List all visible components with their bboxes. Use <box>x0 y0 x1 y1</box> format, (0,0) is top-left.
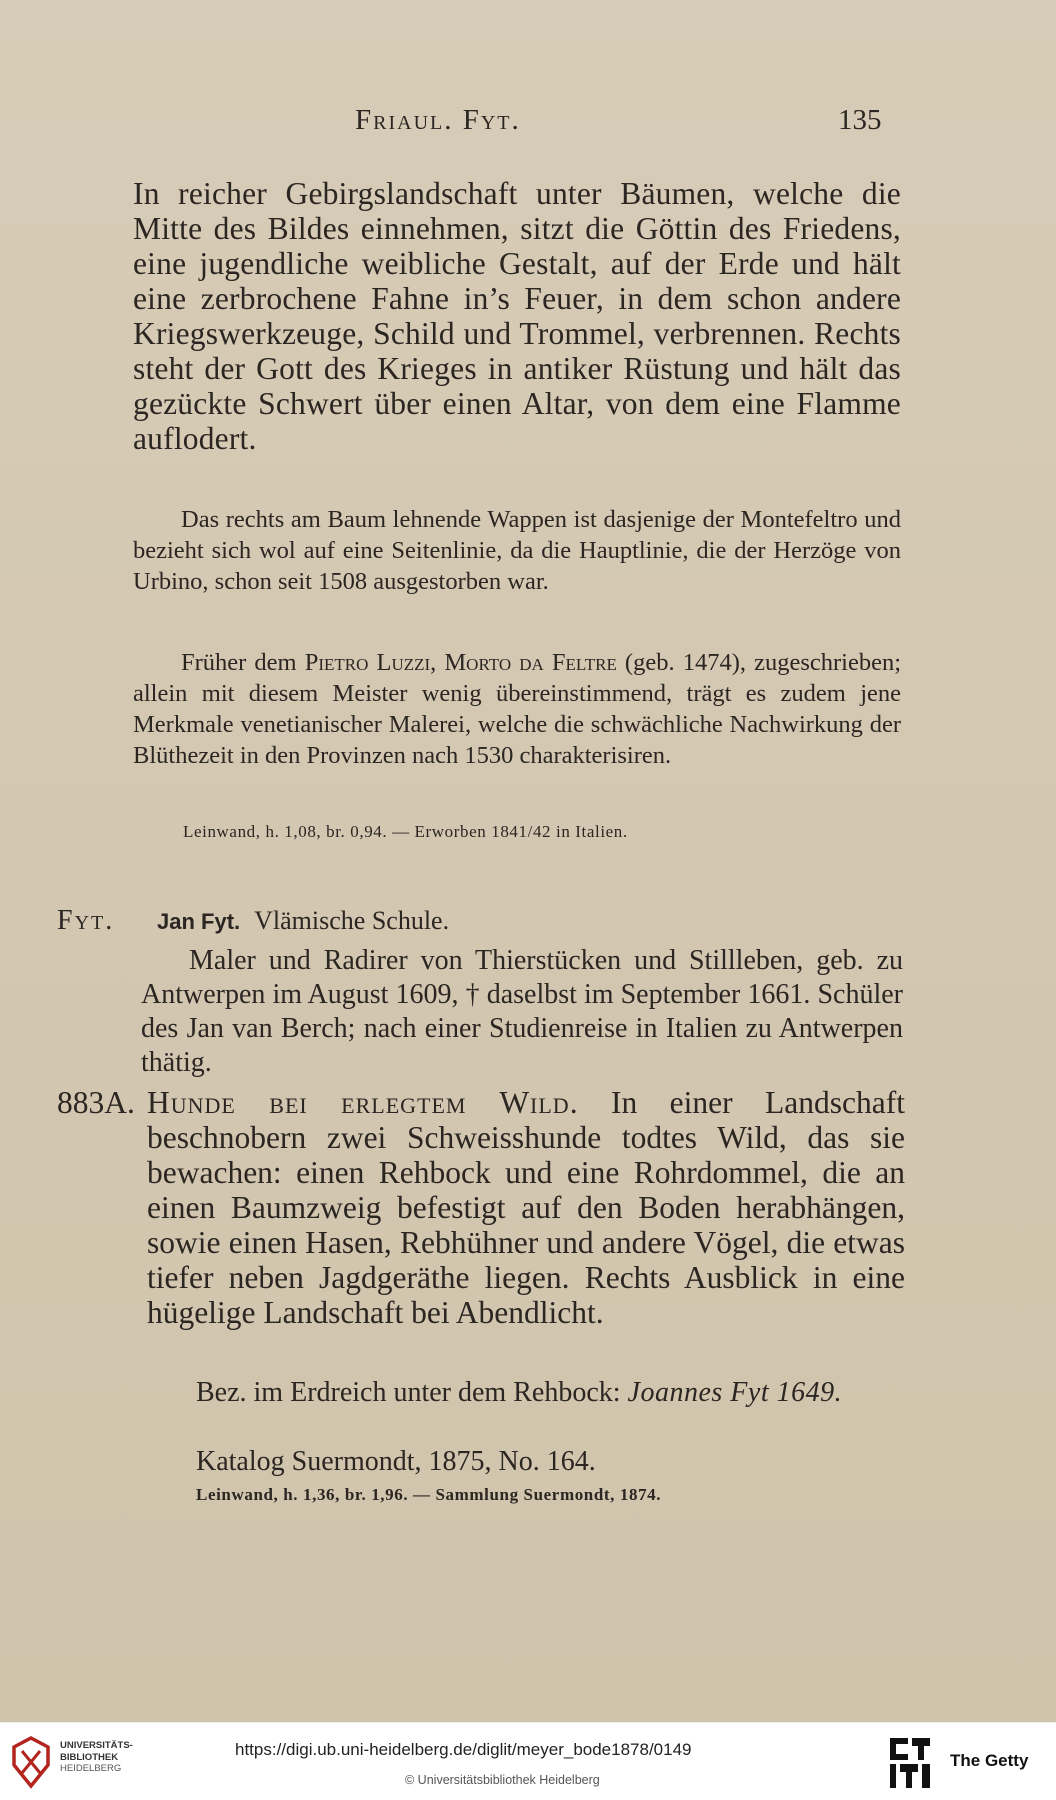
entry-description: In einer Landschaft beschnobern zwei Schweisshunde todtes Wild, das sie bewachen: einen Rehbock und eine Rohrdommel, die an einen Baumzweig befestigt auf den Boden herabhängen, sowie einen Hasen, Rebhühner und andere Vögel, die etwas tiefer neben Jagdgeräthe liegen. Rechts Ausblick in eine hügelige Landschaft bei Abendlicht. <box>147 1085 905 1330</box>
library-line-1: UNIVERSITÄTS- <box>60 1740 133 1751</box>
catalog-reference: Katalog Suermondt, 1875, No. 164. <box>196 1446 596 1477</box>
running-head-title: Friaul. Fyt. <box>355 104 521 136</box>
library-line-2: BIBLIOTHEK <box>60 1751 119 1763</box>
artist-biography: Maler und Radirer von Thierstücken und Stillleben, geb. zu Antwerpen im August 1609, † daselbst im September 1661. Schüler des Jan van Berch; nach einer Studienreise in Italien zu Antwerpen thätig. <box>141 945 903 1078</box>
permalink-url[interactable]: https://digi.ub.uni-heidelberg.de/diglit/meyer_bode1878/0149 <box>235 1740 692 1759</box>
main-description: In reicher Gebirgslandschaft unter Bäumen, welche die Mitte des Bildes einnehmen, sitzt die Göttin des Friedens, eine jugendliche weibliche Gestalt, auf der Erde und hält eine zerbrochene Fahne in’s Feuer, in dem schon andere Kriegswerkzeuge, Schild und Trommel, verbrennen. Rechts steht der Gott des Krieges in antiker Rüstung und hält das gezückte Schwert über einen Altar, von dem eine Flamme auflodert. <box>133 176 901 456</box>
attributed-painter: Pietro Luzzi, Morto da Feltre <box>304 649 617 676</box>
note-attribution-prefix: Früher dem <box>181 649 305 676</box>
page-number: 135 <box>838 104 882 136</box>
note-attribution <box>133 647 901 771</box>
running-head <box>0 104 1056 144</box>
entry-number: 883A. <box>57 1085 135 1120</box>
getty-logo-icon[interactable] <box>888 1736 932 1790</box>
canvas-dimensions-1: Leinwand, h. 1,08, br. 0,94. — Erworben 1841/42 in Italien. <box>183 822 628 841</box>
entry-title: Hunde bei erlegtem Wild. <box>147 1085 579 1120</box>
copyright-notice: © Universitätsbibliothek Heidelberg <box>405 1773 600 1787</box>
footer-bar <box>0 1722 1056 1800</box>
note-coat-of-arms: Das rechts am Baum lehnende Wappen ist dasjenige der Montefeltro und bezieht sich wol auf eine Seitenlinie, da die Hauptlinie, die der Herzöge von Urbino, schon seit 1508 ausgestorben war. <box>133 506 901 595</box>
university-library-name <box>60 1740 133 1775</box>
note-attribution-rest: (geb. 1474), zugeschrieben; allein mit diesem Meister wenig übereinstimmend, trägt es zudem jene Merkmale venetianischer Malerei, welche die schwächliche Nachwirkung der Blüthezeit in den Provinzen nach 1530 charakterisiren. <box>133 649 902 769</box>
canvas-dimensions-2: Leinwand, h. 1,36, br. 1,96. — Sammlung Suermondt, 1874. <box>196 1485 662 1504</box>
signature-note <box>148 1375 906 1410</box>
artist-heading <box>57 905 449 937</box>
library-line-3: HEIDELBERG <box>60 1763 122 1774</box>
signature-prefix: Bez. im Erdreich unter dem Rehbock: <box>196 1377 628 1408</box>
signature-text: Joannes Fyt 1649. <box>627 1377 843 1408</box>
university-library-logo-icon[interactable] <box>10 1735 52 1789</box>
artist-abbreviation: Fyt. <box>57 905 115 936</box>
artist-name: Jan Fyt. <box>157 909 241 934</box>
artist-school: Vlämische Schule. <box>254 906 450 935</box>
entry-body <box>147 1085 905 1330</box>
getty-label: The Getty <box>950 1751 1029 1770</box>
